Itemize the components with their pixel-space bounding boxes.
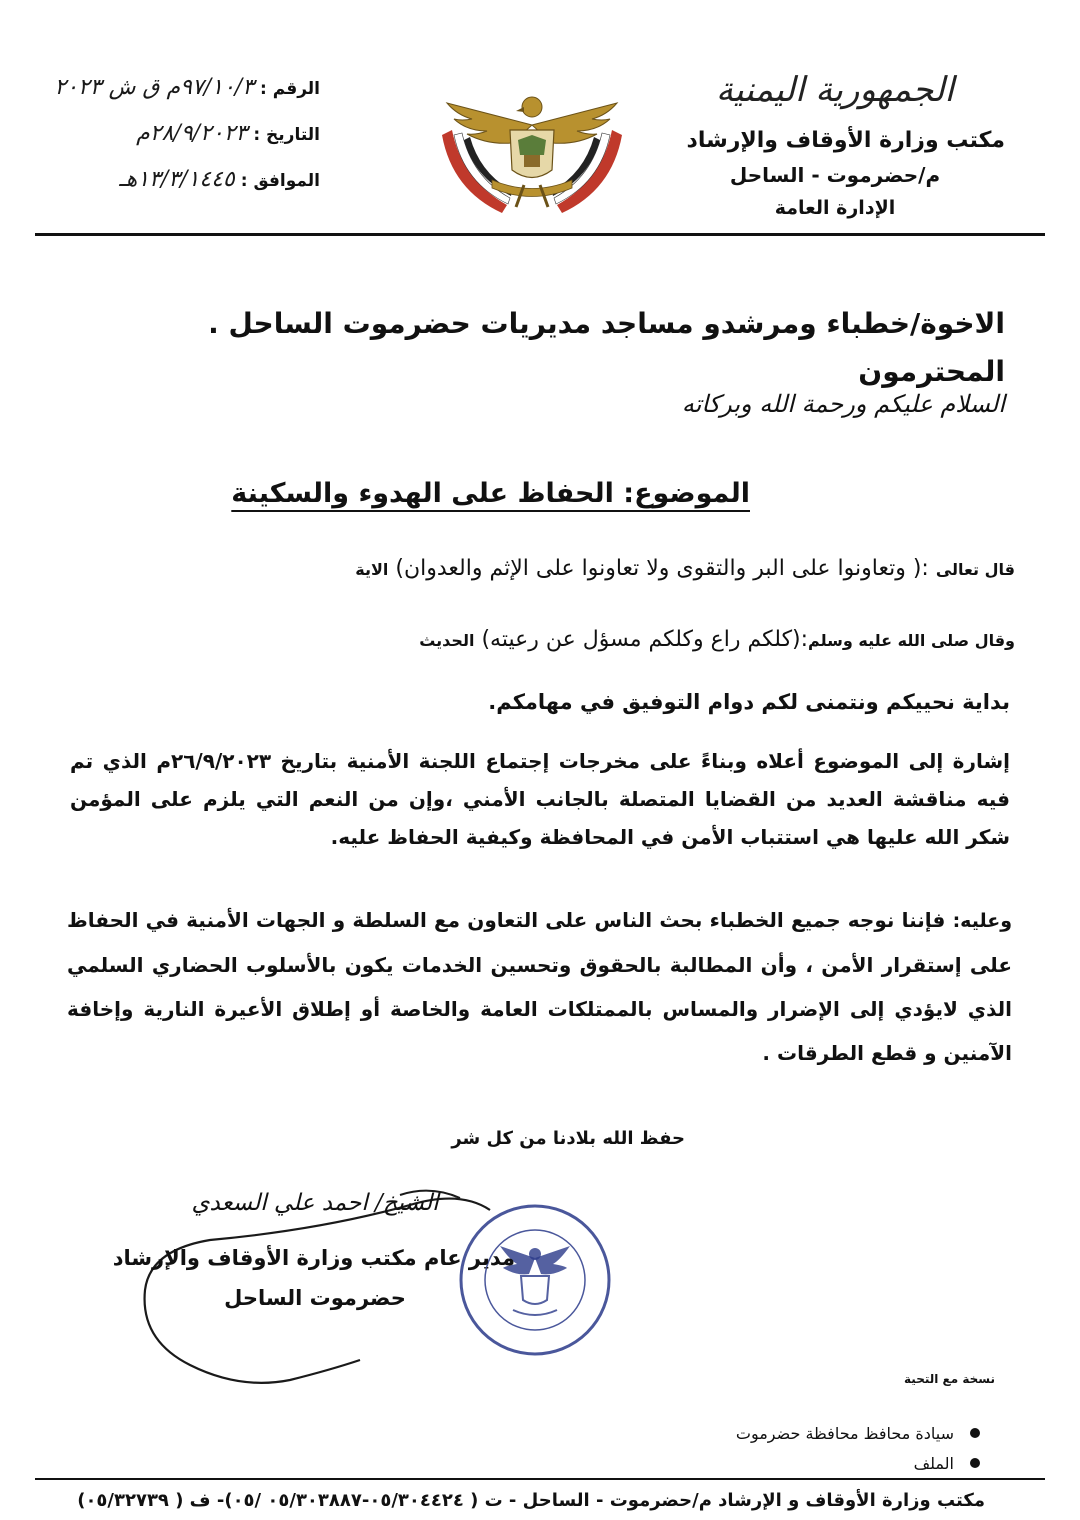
quran-tag: الاية xyxy=(355,560,389,579)
hijri-date-value: ١٣/٣/١٤٤٥هـ xyxy=(119,167,235,192)
greeting: السلام عليكم ورحمة الله وبركاته xyxy=(681,390,1005,418)
date-label: التاريخ : xyxy=(253,125,320,145)
signatory-name: الشيخ/ احمد علي السعدي xyxy=(191,1190,439,1216)
office-location: م/حضرموت - الساحل xyxy=(729,163,941,187)
hadith-tag: الحديث xyxy=(419,631,475,650)
reference-number-label: الرقم : xyxy=(260,79,320,99)
hijri-date-row xyxy=(20,167,320,213)
country-calligraphy: الجمهورية اليمنية xyxy=(715,70,955,110)
distribution-item-label: سيادة محافظ محافظة حضرموت xyxy=(735,1423,954,1443)
office-name: مكتب وزارة الأوقاف والإرشاد xyxy=(686,128,1005,153)
footer-contact: مكتب وزارة الأوقاف و الإرشاد م/حضرموت - الساحل - ت ( ٠٥/٣٠٤٤٢٤-٠٥/٣٠٣٨٨٧ /٠٥)- ف ( ٠٥/٣٢٧٣٩) xyxy=(77,1490,985,1511)
date-row xyxy=(20,121,320,167)
copies-label: نسخة مع التحية xyxy=(904,1372,995,1386)
paragraph-2-lead: وعليه: xyxy=(952,910,1012,932)
header-divider xyxy=(35,233,1045,236)
footer-divider xyxy=(35,1478,1045,1480)
signatory-place: حضرموت الساحل xyxy=(224,1286,406,1310)
department-name: الإدارة العامة xyxy=(774,197,896,219)
paragraph-2 xyxy=(67,898,1012,1075)
bullet-icon xyxy=(970,1428,980,1438)
list-item xyxy=(736,1448,980,1478)
signatory-title: مدير عام مكتب وزارة الأوقاف والإرشاد xyxy=(112,1246,515,1270)
signature-block xyxy=(112,1190,515,1310)
list-item xyxy=(736,1418,980,1448)
header-organization xyxy=(665,70,1005,219)
paragraph-1: إشارة إلى الموضوع أعلاه وبناءً على مخرجات إجتماع اللجنة الأمنية بتاريخ ٢٦/٩/٢٠٢٣م الذي تم فيه مناقشة العديد من القضايا المتصلة بالجانب الأمني ،وإن من النعم التي يلزم على المؤمن شكر الله عليها هي استتباب الأمن في المحافظة وكيفية الحفاظ عليه. xyxy=(70,749,1010,849)
quran-label: قال تعالى xyxy=(935,560,1015,579)
intro-line: بداية نحييكم ونتمنى لكم دوام التوفيق في مهامكم. xyxy=(488,690,1010,714)
subject-line: الموضوع: الحفاظ على الهدوء والسكينة xyxy=(231,478,750,509)
reference-number-value: ٩٧/١٠/٣م ق ش ٢٠٢٣ xyxy=(54,75,255,100)
hadith-text: :(كلكم راع وكلكم مسؤل عن رعيته) xyxy=(481,627,809,652)
header-reference xyxy=(20,75,320,213)
hadith xyxy=(65,627,1015,652)
quran-verse xyxy=(65,556,1015,581)
reference-number-row xyxy=(20,75,320,121)
hadith-label: وقال صلى الله عليه وسلم xyxy=(808,631,1015,650)
bullet-icon xyxy=(970,1458,980,1468)
date-value: ٢٨/٩/٢٠٢٣م xyxy=(136,121,248,146)
yemen-eagle-emblem-icon xyxy=(432,85,632,220)
distribution-list xyxy=(736,1418,980,1478)
addressee: الاخوة/خطباء ومرشدو مساجد مديريات حضرموت الساحل . المحترمون xyxy=(208,307,1005,388)
paragraph-2-text: فإننا نوجه جميع الخطباء بحث الناس على التعاون مع السلطة و الجهات الأمنية في الحفاظ على إستقرار الأمن ، وأن المطالبة بالحقوق وتحسين الخدمات يكون بالأسلوب الحضاري السلمي الذي لايؤدي إلى الإضرار والمساس بالممتلكات العامة والخاصة أو إطلاق الأعيرة النارية وإخافة الآمنين و قطع الطرقات . xyxy=(67,908,1012,1065)
quran-text: :( وتعاونوا على البر والتقوى ولا تعاونوا على الإثم والعدوان) xyxy=(395,556,929,581)
hijri-date-label: الموافق : xyxy=(240,171,320,191)
distribution-item-label: الملف xyxy=(913,1453,954,1473)
closing-prayer: حفظ الله بلادنا من كل شر xyxy=(451,1128,685,1149)
